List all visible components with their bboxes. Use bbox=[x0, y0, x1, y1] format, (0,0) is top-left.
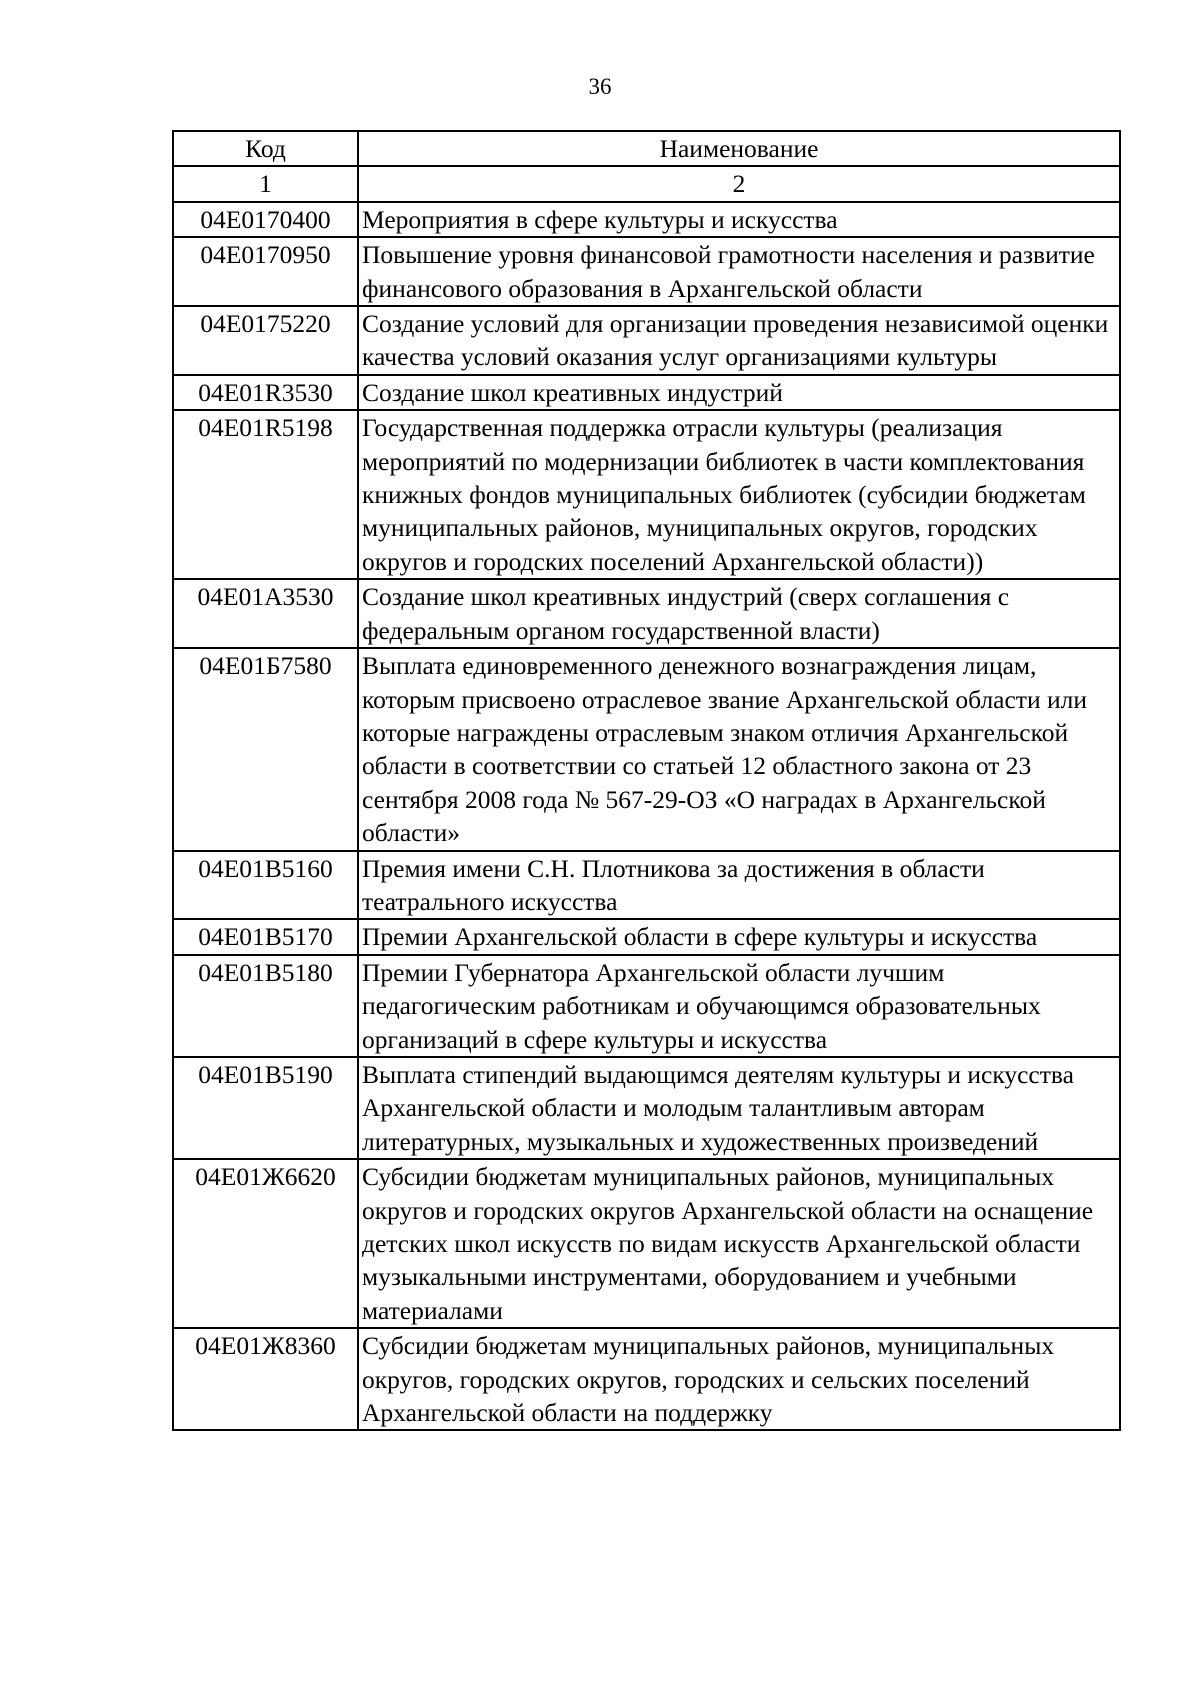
row-code: 04Е01А3530 bbox=[173, 579, 358, 648]
row-name: Повышение уровня финансовой грамотности населения и развитие финансового образования в Архангельской области bbox=[358, 237, 1120, 306]
table-row bbox=[173, 851, 1120, 920]
row-name: Государственная поддержка отрасли культуры (реализация мероприятий по модернизации библиотек в части комплектования книжных фондов муниципальных библиотек (субсидии бюджетам муниципальных районов, муниципальных округов, городских округов и городских поселений Архангельской области)) bbox=[358, 410, 1120, 579]
row-name: Премия имени С.Н. Плотникова за достижения в области театрального искусства bbox=[358, 851, 1120, 920]
row-code: 04Е0170400 bbox=[173, 202, 358, 237]
table-row bbox=[173, 1328, 1120, 1430]
row-name: Выплата стипендий выдающимся деятелям культуры и искусства Архангельской области и молодым талантливым авторам литературных, музыкальных и художественных произведений bbox=[358, 1057, 1120, 1159]
row-name: Создание условий для организации проведения независимой оценки качества условий оказания услуг организациями культуры bbox=[358, 306, 1120, 375]
table-body bbox=[173, 131, 1120, 1430]
table-header-row bbox=[173, 131, 1120, 166]
row-code: 04Е01Б7580 bbox=[173, 648, 358, 850]
header-code: Код bbox=[173, 131, 358, 166]
row-name: Создание школ креативных индустрий (сверх соглашения с федеральным органом государственной власти) bbox=[358, 579, 1120, 648]
row-code: 04Е01В5190 bbox=[173, 1057, 358, 1159]
row-name: Премии Архангельской области в сфере культуры и искусства bbox=[358, 919, 1120, 954]
row-code: 04Е0175220 bbox=[173, 306, 358, 375]
row-code: 04Е01В5180 bbox=[173, 955, 358, 1057]
row-name: Премии Губернатора Архангельской области лучшим педагогическим работникам и обучающимся образовательных организаций в сфере культуры и искусства bbox=[358, 955, 1120, 1057]
row-code: 04Е01Ж6620 bbox=[173, 1159, 358, 1328]
row-code: 04Е01В5160 bbox=[173, 851, 358, 920]
row-code: 04Е01R5198 bbox=[173, 410, 358, 579]
row-name: Мероприятия в сфере культуры и искусства bbox=[358, 202, 1120, 237]
table-row bbox=[173, 579, 1120, 648]
table-row bbox=[173, 1057, 1120, 1159]
row-code: 04Е0170950 bbox=[173, 237, 358, 306]
row-code: 04Е01Ж8360 bbox=[173, 1328, 358, 1430]
table-row bbox=[173, 306, 1120, 375]
row-name: Выплата единовременного денежного вознаграждения лицам, которым присвоено отраслевое звание Архангельской области или которые награждены отраслевым знаком отличия Архангельской области в соответствии со статьей 12 областного закона от 23 сентября 2008 года № 567-29-ОЗ «О наградах в Архангельской области» bbox=[358, 648, 1120, 850]
column-number-code: 1 bbox=[173, 166, 358, 201]
table-row bbox=[173, 648, 1120, 850]
header-name: Наименование bbox=[358, 131, 1120, 166]
row-name: Создание школ креативных индустрий bbox=[358, 375, 1120, 410]
column-number-name: 2 bbox=[358, 166, 1120, 201]
table-row bbox=[173, 1159, 1120, 1328]
table-row bbox=[173, 410, 1120, 579]
column-number-row bbox=[173, 166, 1120, 201]
table-row bbox=[173, 375, 1120, 410]
table-row bbox=[173, 955, 1120, 1057]
row-code: 04Е01В5170 bbox=[173, 919, 358, 954]
row-name: Субсидии бюджетам муниципальных районов, муниципальных округов и городских округов Архангельской области на оснащение детских школ искусств по видам искусств Архангельской области музыкальными инструментами, оборудованием и учебными материалами bbox=[358, 1159, 1120, 1328]
page-number: 36 bbox=[588, 74, 612, 99]
row-code: 04Е01R3530 bbox=[173, 375, 358, 410]
table-row bbox=[173, 202, 1120, 237]
table-row bbox=[173, 919, 1120, 954]
table-row bbox=[173, 237, 1120, 306]
code-table bbox=[172, 130, 1121, 1431]
row-name: Субсидии бюджетам муниципальных районов, муниципальных округов, городских округов, городских и сельских поселений Архангельской области на поддержку bbox=[358, 1328, 1120, 1430]
